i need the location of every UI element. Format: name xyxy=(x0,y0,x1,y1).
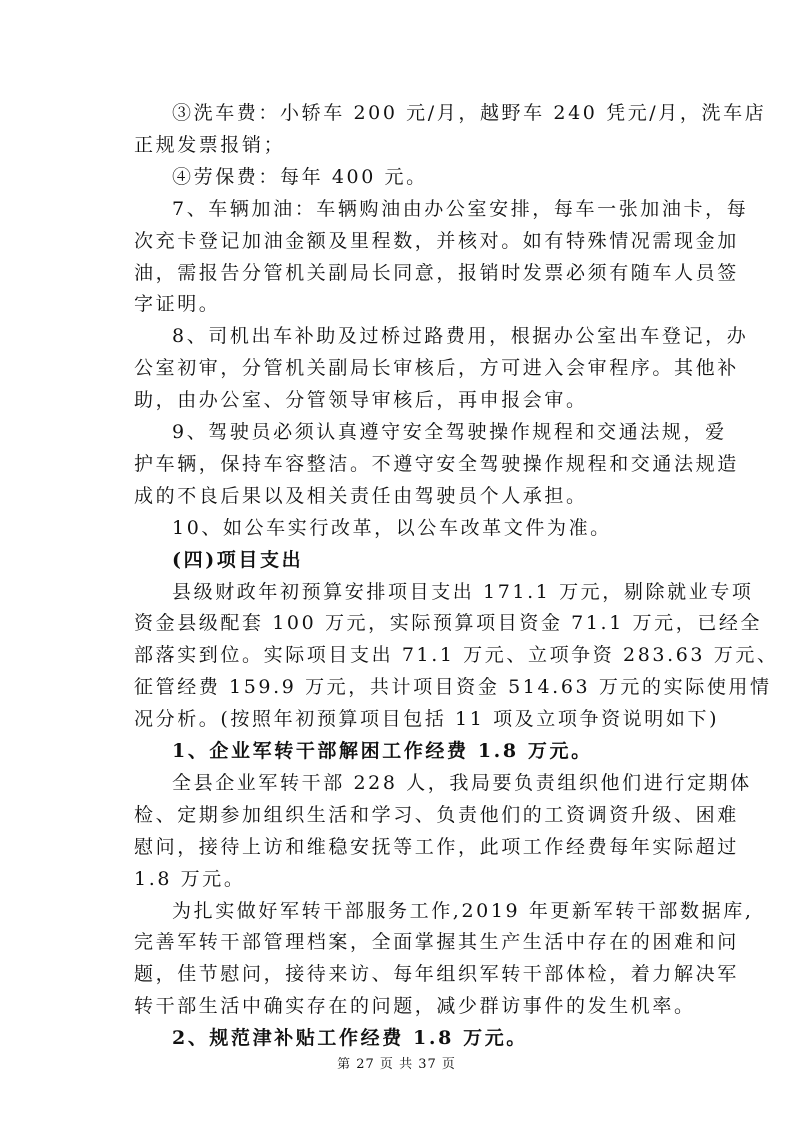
paragraph-line: 正规发票报销； xyxy=(134,134,286,156)
paragraph-line: 况分析。(按照年初预算项目包括 11 项及立项争资说明如下) xyxy=(134,708,720,730)
paragraph-line: 8、司机出车补助及过桥过路费用，根据办公室出车登记，办 xyxy=(172,325,749,347)
paragraph-line: 公室初审，分管机关副局长审核后，方可进入会审程序。其他补 xyxy=(134,357,739,379)
paragraph-line: 县级财政年初预算安排项目支出 171.1 万元，剔除就业专项 xyxy=(172,581,754,603)
paragraph-line: 7、车辆加油：车辆购油由办公室安排，每车一张加油卡，每 xyxy=(172,198,749,220)
paragraph-line: 10、如公车实行改革，以公车改革文件为准。 xyxy=(172,517,612,539)
paragraph-line: 次充卡登记加油金额及里程数，并核对。如有特殊情况需现金加 xyxy=(134,230,739,252)
paragraph-line: 全县企业军转干部 228 人，我局要负责组织他们进行定期体 xyxy=(172,772,752,794)
page-footer: 第 27 页 共 37 页 xyxy=(337,1057,456,1072)
paragraph-line: 转干部生活中确实存在的问题，减少群访事件的发生机率。 xyxy=(134,995,696,1017)
paragraph-line: 字证明。 xyxy=(134,293,221,315)
paragraph-line: 题，佳节慰问，接待来访、每年组织军转干部体检，着力解决军 xyxy=(134,963,739,985)
paragraph-line: 成的不良后果以及相关责任由驾驶员个人承担。 xyxy=(134,485,588,507)
paragraph-line: ④劳保费：每年 400 元。 xyxy=(172,166,428,188)
paragraph-line: 护车辆，保持车容整洁。不遵守安全驾驶操作规程和交通法规造 xyxy=(134,453,739,475)
paragraph-line: 部落实到位。实际项目支出 71.1 万元、立项争资 283.63 万元、 xyxy=(134,644,779,666)
paragraph-line: 为扎实做好军转干部服务工作,2019 年更新军转干部数据库, xyxy=(172,900,754,922)
paragraph-line: 资金县级配套 100 万元，实际预算项目资金 71.1 万元，已经全 xyxy=(134,612,763,634)
section-heading: 1、企业军转干部解困工作经费 1.8 万元。 xyxy=(172,740,593,762)
paragraph-line: 慰问，接待上访和维稳安抚等工作，此项工作经费每年实际超过 xyxy=(134,836,739,858)
paragraph-line: 征管经费 159.9 万元，共计项目资金 514.63 万元的实际使用情 xyxy=(134,676,772,698)
section-heading: (四)项目支出 xyxy=(172,549,304,571)
paragraph-line: 9、驾驶员必须认真遵守安全驾驶操作规程和交通法规，爱 xyxy=(172,421,727,443)
paragraph-line: 检、定期参加组织生活和学习、负责他们的工资调资升级、困难 xyxy=(134,804,739,826)
paragraph-line: 1.8 万元。 xyxy=(134,868,246,890)
paragraph-line: 助，由办公室、分管领导审核后，再申报会审。 xyxy=(134,389,588,411)
paragraph-line: 油，需报告分管机关副局长同意，报销时发票必须有随车人员签 xyxy=(134,262,739,284)
paragraph-line: 完善军转干部管理档案，全面掌握其生产生活中存在的困难和问 xyxy=(134,931,739,953)
section-heading: 2、规范津补贴工作经费 1.8 万元。 xyxy=(172,1027,528,1049)
paragraph-line: ③洗车费：小轿车 200 元/月，越野车 240 凭元/月，洗车店 xyxy=(172,102,767,124)
